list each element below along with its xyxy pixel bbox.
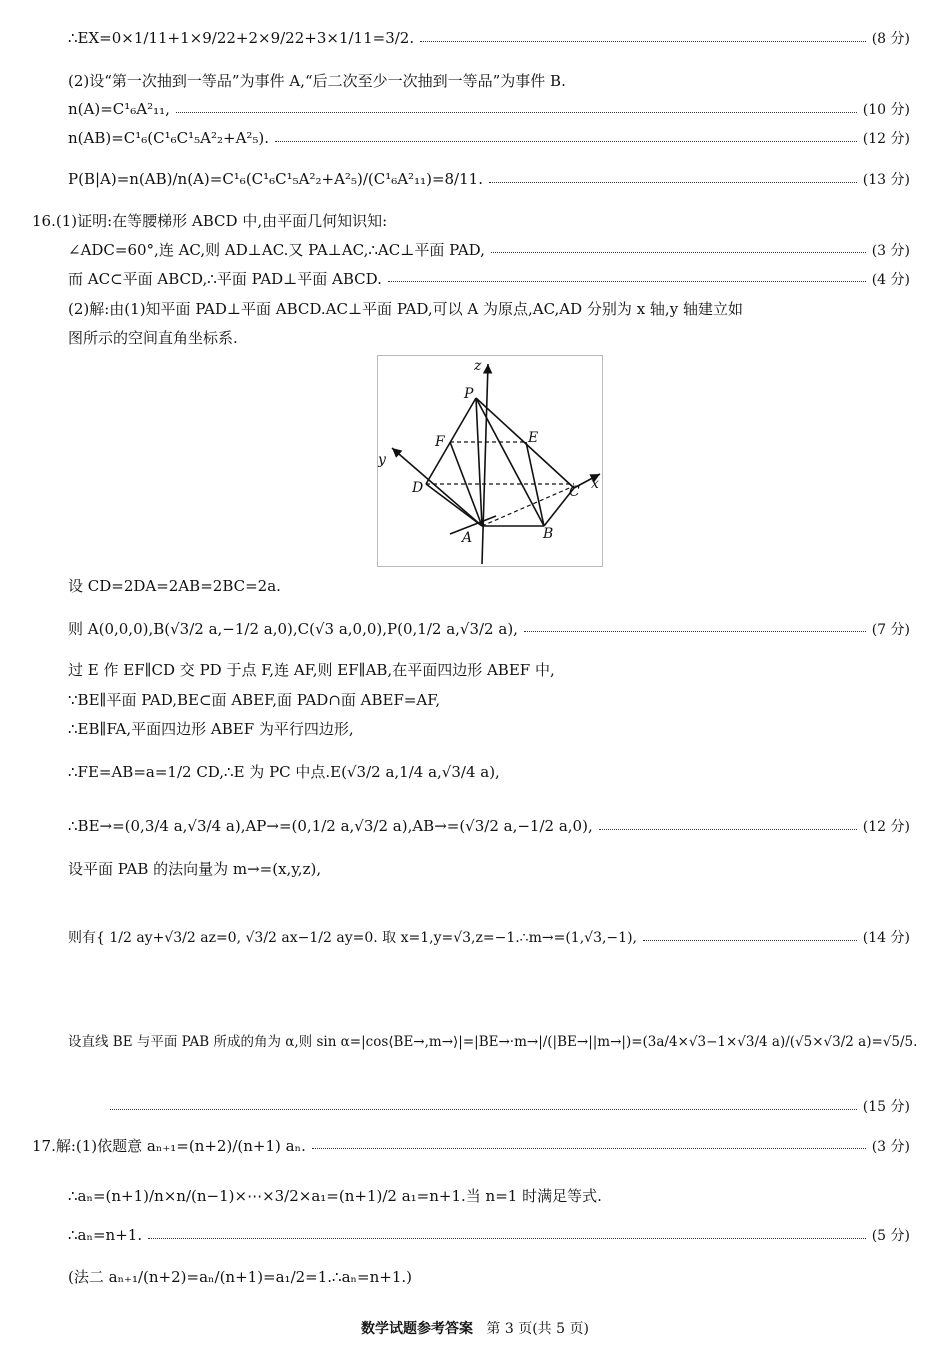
leader-dots bbox=[489, 182, 857, 183]
label-a: A bbox=[462, 530, 473, 546]
line-ef bbox=[68, 659, 910, 680]
footer-title: 数学试题参考答案 bbox=[361, 1321, 474, 1337]
leader-dots bbox=[275, 141, 857, 142]
label-d: D bbox=[412, 480, 424, 496]
score-label: (5 分) bbox=[871, 1228, 910, 1244]
leader-dots bbox=[524, 631, 866, 632]
pyramid-figure bbox=[377, 355, 603, 567]
line-text: 设直线 BE 与平面 PAB 所成的角为 α,则 sin α=|cos⟨BE→,m→⟩|=|BE→·m→|/(|BE→||m→|)=(3a/4×√3−1×√3/4 a)/(√5×√3/2 a)=√5/5. bbox=[68, 1034, 918, 1050]
leader-dots bbox=[388, 281, 866, 282]
score-label: (8 分) bbox=[871, 31, 910, 47]
line-text: 而 AC⊂平面 ABCD,∴平面 PAD⊥平面 ABCD. bbox=[68, 270, 382, 288]
line-parallelogram bbox=[68, 718, 910, 739]
line-text: n(A)=C¹₆A²₁₁, bbox=[68, 100, 170, 118]
edge-pc bbox=[476, 398, 574, 488]
score-label: (7 分) bbox=[871, 621, 910, 638]
line-sin bbox=[68, 1030, 918, 1050]
line-text: ∴aₙ=n+1. bbox=[68, 1226, 143, 1244]
score-label: (12 分) bbox=[862, 131, 910, 147]
line-e-mid bbox=[68, 761, 910, 782]
line-text: 过 E 作 EF∥CD 交 PD 于点 F,连 AF,则 EF∥AB,在平面四边形 ABEF 中, bbox=[68, 661, 555, 679]
line-event-def bbox=[68, 70, 910, 91]
line-q16-coord bbox=[68, 327, 910, 348]
line-coords bbox=[68, 618, 910, 639]
leader-dots bbox=[110, 1109, 857, 1110]
line-q16-plane bbox=[68, 268, 910, 289]
label-y: y bbox=[378, 452, 386, 468]
line-text: (2)解:由(1)知平面 PAD⊥平面 ABCD.AC⊥平面 PAD,可以 A 为原点,AC,AD 分别为 x 轴,y 轴建立如 bbox=[68, 300, 743, 318]
line-text: n(AB)=C¹₆(C¹₆C¹₅A²₂+A²₅). bbox=[68, 129, 270, 147]
edge-pb bbox=[476, 398, 544, 526]
line-text: ∴FE=AB=a=1/2 CD,∴E 为 PC 中点.E(√3/2 a,1/4 a,√3/4 a), bbox=[68, 763, 500, 781]
score-label: (13 分) bbox=[862, 172, 910, 188]
label-f: F bbox=[435, 434, 445, 450]
score-label: (12 分) bbox=[862, 819, 910, 835]
line-text: P(B|A)=n(AB)/n(A)=C¹₆(C¹₆C¹₅A²₂+A²₅)/(C¹₆A²₁₁)=8/11. bbox=[68, 170, 483, 188]
z-axis bbox=[482, 364, 488, 564]
label-b: B bbox=[543, 526, 554, 542]
line-text: 图所示的空间直角坐标系. bbox=[68, 329, 238, 347]
line-system bbox=[68, 927, 910, 947]
leader-dots bbox=[420, 41, 866, 42]
line-text: ∴aₙ=(n+1)/n×n/(n−1)×⋯×3/2×a₁=(n+1)/2 a₁=n+1.当 n=1 时满足等式. bbox=[68, 1187, 602, 1205]
line-q16-head bbox=[32, 210, 910, 231]
line-q16-adc bbox=[68, 239, 910, 260]
line-text: 则 A(0,0,0),B(√3/2 a,−1/2 a,0),C(√3 a,0,0),P(0,1/2 a,√3/2 a), bbox=[68, 620, 518, 638]
score-label: (15 分) bbox=[862, 1099, 910, 1115]
score-label: (3 分) bbox=[871, 242, 910, 259]
leader-dots bbox=[643, 940, 857, 941]
line-pba bbox=[68, 169, 910, 189]
score-label: (4 分) bbox=[871, 271, 910, 288]
line-vectors bbox=[68, 816, 910, 836]
label-c: C bbox=[569, 484, 580, 500]
leader-dots bbox=[599, 829, 857, 830]
line-set-cd bbox=[68, 575, 910, 596]
line-text: 设 CD=2DA=2AB=2BC=2a. bbox=[68, 577, 281, 595]
line-q16-part2 bbox=[68, 298, 910, 319]
line-ex bbox=[68, 28, 910, 48]
line-q17-product bbox=[68, 1185, 910, 1206]
pyramid-diagram bbox=[378, 356, 602, 566]
score-label: (3 分) bbox=[871, 1138, 910, 1155]
line-text: ∴EX=0×1/11+1×9/22+2×9/22+3×1/11=3/2. bbox=[68, 29, 415, 47]
line-normal bbox=[68, 858, 910, 879]
line-text: 16.(1)证明:在等腰梯形 ABCD 中,由平面几何知识知: bbox=[32, 212, 388, 230]
edge-pd bbox=[426, 398, 476, 484]
line-text: ∠ADC=60°,连 AC,则 AD⊥AC.又 PA⊥AC,∴AC⊥平面 PAD, bbox=[68, 241, 485, 259]
score-label: (14 分) bbox=[862, 930, 910, 946]
line-q17-head bbox=[32, 1135, 910, 1156]
line-text: (2)设“第一次抽到一等品”为事件 A,“后二次至少一次抽到一等品”为事件 B. bbox=[68, 72, 566, 90]
label-z: z bbox=[474, 358, 482, 374]
edge-pa bbox=[476, 398, 482, 526]
leader-dots bbox=[491, 252, 866, 253]
line-q17-result bbox=[68, 1225, 910, 1245]
line-text: ∴EB∥FA,平面四边形 ABEF 为平行四边形, bbox=[68, 720, 354, 738]
line-text: ∴BE→=(0,3/4 a,√3/4 a),AP→=(0,1/2 a,√3/2 a),AB→=(√3/2 a,−1/2 a,0), bbox=[68, 817, 593, 835]
line-q17-method2 bbox=[68, 1266, 910, 1287]
page-footer bbox=[0, 1318, 950, 1338]
y-axis bbox=[392, 448, 482, 526]
line-text: 则有{ 1/2 ay+√3/2 az=0, √3/2 ax−1/2 ay=0. 取 x=1,y=√3,z=−1.∴m→=(1,√3,−1), bbox=[68, 930, 637, 946]
line-text: 设平面 PAB 的法向量为 m→=(x,y,z), bbox=[68, 860, 322, 878]
label-x: x bbox=[591, 476, 599, 492]
label-e: E bbox=[528, 430, 539, 446]
line-nab bbox=[68, 128, 910, 148]
line-15-score bbox=[104, 1096, 910, 1116]
line-na bbox=[68, 99, 910, 119]
leader-dots bbox=[312, 1148, 866, 1149]
footer-page: 第 3 页(共 5 页) bbox=[486, 1321, 589, 1337]
leader-dots bbox=[176, 112, 857, 113]
line-be-parallel bbox=[68, 689, 910, 710]
leader-dots bbox=[148, 1238, 866, 1239]
line-text: (法二 aₙ₊₁/(n+2)=aₙ/(n+1)=a₁/2=1.∴aₙ=n+1.) bbox=[68, 1268, 412, 1286]
score-label: (10 分) bbox=[862, 102, 910, 118]
line-text: ∵BE∥平面 PAD,BE⊂面 ABEF,面 PAD∩面 ABEF=AF, bbox=[68, 691, 441, 709]
line-text: 17.解:(1)依题意 aₙ₊₁=(n+2)/(n+1) aₙ. bbox=[32, 1137, 306, 1155]
label-p: P bbox=[464, 386, 474, 402]
